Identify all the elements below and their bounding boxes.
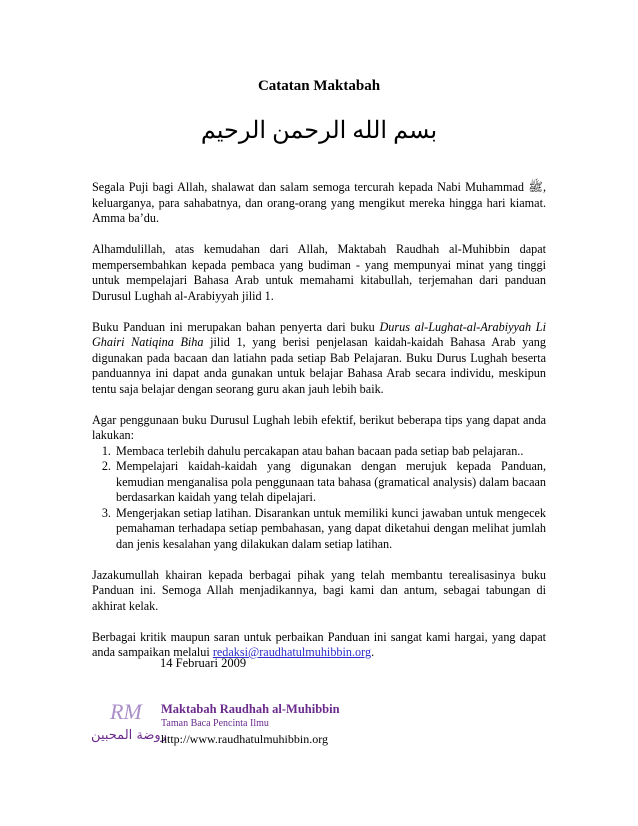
signature-name: Maktabah Raudhah al-Muhibbin xyxy=(161,702,340,716)
book-title: Durus al-Lughat-al-Arabiyyah Li Ghairi Natiqina Biha xyxy=(92,319,546,349)
paragraph-thanks: Jazakumullah khairan kepada berbagai pihak yang telah membantu terealisasinya buku Panduan ini. Semoga Allah menjadikannya, bagi kami dan antum, sebagai tabungan di akhirat kelak. xyxy=(92,567,546,613)
paragraph-feedback-text: Berbagai kritik maupun saran untuk perbaikan Panduan ini sangat kami hargai, yang dapat anda sampaikan melalui xyxy=(92,629,546,659)
paragraph-about-book-start: Buku Panduan ini merupakan bahan penyerta dari buku xyxy=(92,319,380,334)
tip-item: 1. Membaca terlebih dahulu percakapan atau bahan bacaan pada setiap bab pelajaran.. xyxy=(114,444,546,460)
paragraph-about-book-end: jilid 1, yang berisi penjelasan kaidah-kaidah Bahasa Arab yang digunakan pada bacaan dan latiahn pada setiap Bab Pelajaran. Buku Durus Lughah beserta panduannya ini dapat anda gunakan untuk belajar Bahasa Arab secara individu, meskipun tentu saja belajar dengan seorang guru akan jauh lebih baik. xyxy=(92,335,546,396)
tip-item: 2. Mempelajari kaidah-kaidah yang digunakan dengan merujuk kepada Panduan, kemudian menganalisa pola penggunaan tata bahasa (gramatical analysis) dalam bacaan berdasarkan kaidah yang telah dipelajari. xyxy=(114,459,546,506)
letter-body xyxy=(92,180,546,676)
letter-date: 14 Februari 2009 xyxy=(160,656,247,670)
raudhah-logo-icon xyxy=(91,697,167,745)
tip-item: 3. Mengerjakan setiap latihan. Disarankan untuk memiliki kunci jawaban untuk mengecek pemahaman terhadapa setiap pembahasan, yang dapat diketahui dengan melihat jumlah dan jenis kesalahan yang dilakukan dalam setiap latihan. xyxy=(114,506,546,553)
signature-tagline: Taman Baca Pencinta Ilmu xyxy=(161,718,269,729)
paragraph-tips-intro: Agar penggunaan buku Durusul Lughah lebih efektif, berikut beberapa tips yang dapat anda lakukan: xyxy=(92,412,546,442)
logo-latin-text: RM xyxy=(110,699,142,724)
email-link[interactable]: redaksi@raudhatulmuhibbin.org xyxy=(212,645,372,659)
signature-block xyxy=(161,701,340,747)
logo-arabic-text: روضة المحبين xyxy=(91,728,167,743)
paragraph-about-book xyxy=(92,320,546,398)
paragraph-intro: Alhamdulillah, atas kemudahan dari Allah, Maktabah Raudhah al-Muhibbin dapat mempersembahkan kepada pembaca yang budiman - yang mempunyai minat yang tinggi untuk mempelajari Bahasa Arab untuk memahami kitabullah, terjemahan dari panduan Durusul Lughah al-Arabiyyah jilid 1. xyxy=(92,242,546,303)
page-title: Catatan Maktabah xyxy=(257,78,381,94)
signature-url[interactable]: http://www.raudhatulmuhibbin.org xyxy=(161,732,328,746)
paragraph-praise: Segala Puji bagi Allah, shalawat dan salam semoga tercurah kepada Nabi Muhammad ﷺ, keluarganya, para sahabatnya, dan orang-orang yang mengikut mereka hingga hari kiamat. Amma ba’du. xyxy=(92,180,546,225)
tips-list xyxy=(92,444,546,553)
paragraph-feedback-end: . xyxy=(371,645,375,659)
basmalah-calligraphy: بسم الله الرحمن الرحيم xyxy=(200,118,438,144)
